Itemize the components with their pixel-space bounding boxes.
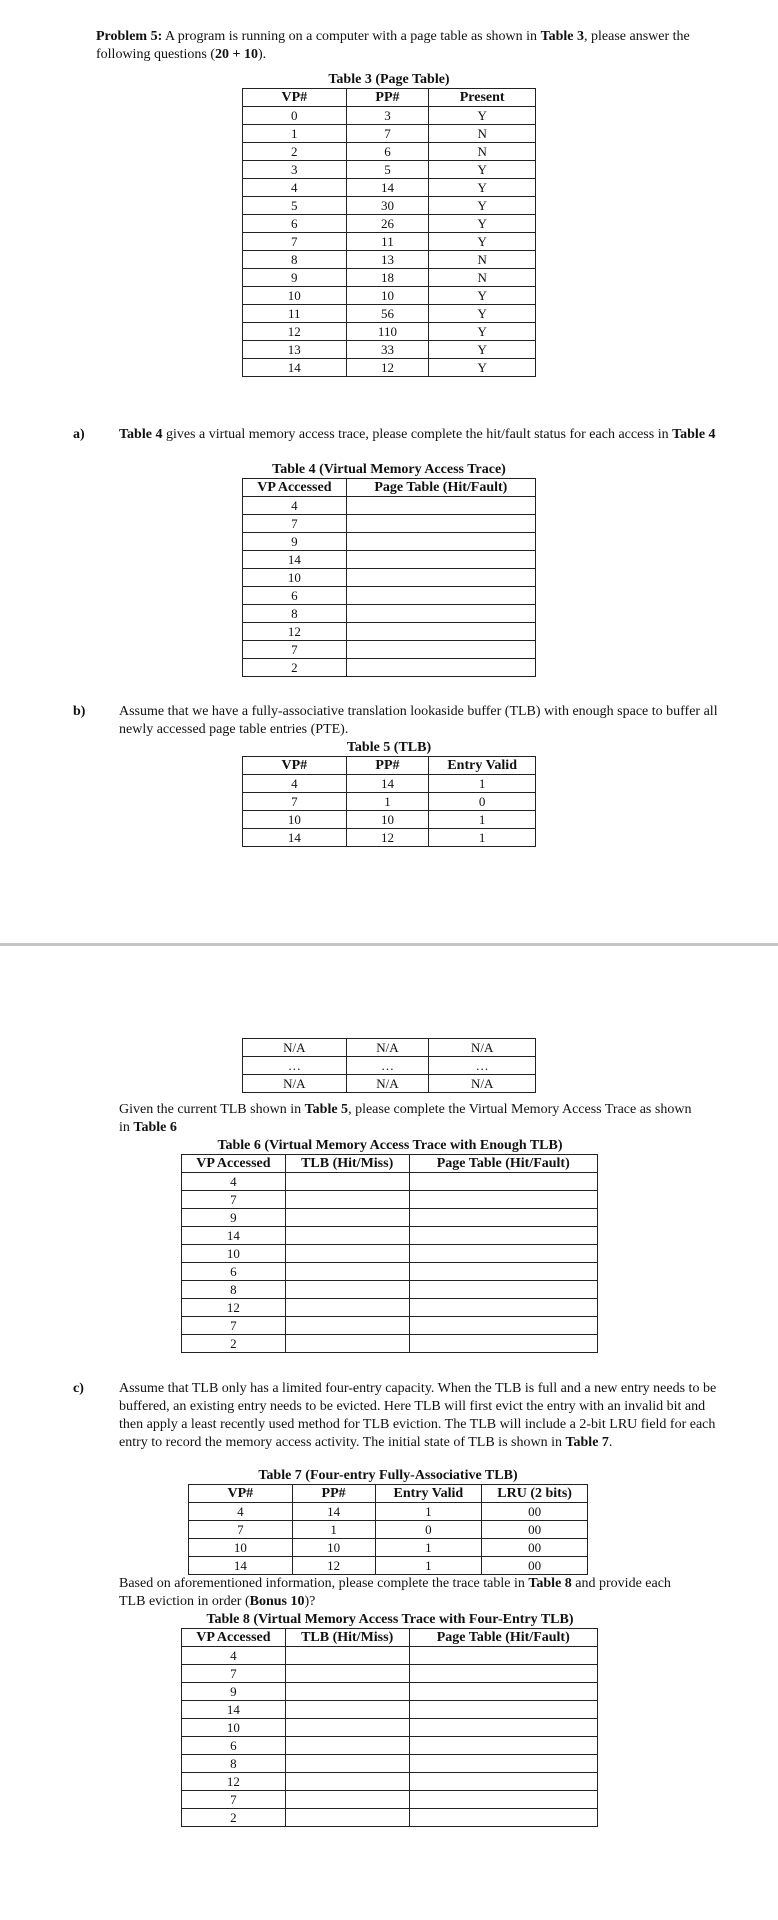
pp-cell: 30 xyxy=(346,197,429,215)
part-b-body: Assume that we have a fully-associative translation lookaside buffer (TLB) with enough space to buffer all newly accessed page table entries (PTE). xyxy=(119,704,718,737)
vp-accessed-cell: 2 xyxy=(182,1335,286,1353)
present-cell: Y xyxy=(429,197,536,215)
page-table-answer-cell[interactable] xyxy=(409,1737,597,1755)
table-ref: Table 4 xyxy=(672,427,716,442)
part-c-text xyxy=(73,1380,719,1452)
tlb-answer-cell[interactable] xyxy=(285,1665,409,1683)
pp-cell: 56 xyxy=(346,305,429,323)
present-cell: Y xyxy=(429,359,536,377)
table8-header-page-table: Page Table (Hit/Fault) xyxy=(409,1629,597,1647)
vp-cell: 14 xyxy=(189,1557,293,1575)
page-table-answer-cell[interactable] xyxy=(346,659,535,677)
vp-cell: 7 xyxy=(189,1521,293,1539)
table-row xyxy=(243,1057,536,1075)
pp-cell: N/A xyxy=(346,1075,429,1093)
pp-cell: 6 xyxy=(346,143,429,161)
page-table-answer-cell[interactable] xyxy=(409,1191,597,1209)
table7-header-entry-valid: Entry Valid xyxy=(375,1485,482,1503)
vp-accessed-cell: 8 xyxy=(182,1755,286,1773)
entry-valid-cell: 0 xyxy=(429,793,536,811)
tlb-answer-cell[interactable] xyxy=(285,1209,409,1227)
table-row xyxy=(182,1737,598,1755)
document-page-1 xyxy=(0,0,778,945)
pp-cell: 10 xyxy=(346,287,429,305)
table5-caption: Table 5 (TLB) xyxy=(346,740,432,755)
tlb-answer-cell[interactable] xyxy=(285,1773,409,1791)
tlb-answer-cell[interactable] xyxy=(285,1263,409,1281)
table-row xyxy=(243,793,536,811)
vp-accessed-cell: 14 xyxy=(182,1701,286,1719)
lru-cell: 00 xyxy=(482,1521,588,1539)
table6-header-vp-accessed: VP Accessed xyxy=(182,1155,286,1173)
lru-cell: 00 xyxy=(482,1557,588,1575)
pp-cell: 10 xyxy=(346,811,429,829)
table-ref: Table 5 xyxy=(304,1102,349,1117)
table-row xyxy=(243,659,536,677)
present-cell: N xyxy=(429,269,536,287)
table-ref: Table 7 xyxy=(565,1435,609,1450)
pp-cell: 26 xyxy=(346,215,429,233)
tlb-answer-cell[interactable] xyxy=(285,1809,409,1827)
table-row xyxy=(243,775,536,793)
page-table-answer-cell[interactable] xyxy=(409,1173,597,1191)
pp-cell: 10 xyxy=(292,1539,375,1557)
part-c-body: and provide each TLB eviction in order ( xyxy=(119,1576,671,1609)
table8-body xyxy=(182,1647,598,1827)
vp-accessed-cell: 14 xyxy=(182,1227,286,1245)
vp-cell: 3 xyxy=(243,161,347,179)
table3-body xyxy=(243,107,536,377)
vp-accessed-cell: 4 xyxy=(182,1173,286,1191)
problem-statement xyxy=(96,28,696,64)
page-table-answer-cell[interactable] xyxy=(409,1719,597,1737)
table-row xyxy=(182,1173,598,1191)
page-table-answer-cell[interactable] xyxy=(409,1299,597,1317)
vp-cell: 14 xyxy=(243,359,347,377)
vp-accessed-cell: 14 xyxy=(243,551,347,569)
table-row xyxy=(182,1191,598,1209)
table8-caption: Table 8 (Virtual Memory Access Trace with Four-Entry TLB) xyxy=(206,1612,574,1627)
table5-tlb xyxy=(242,756,536,847)
present-cell: Y xyxy=(429,287,536,305)
table-row xyxy=(182,1647,598,1665)
pp-cell: 13 xyxy=(346,251,429,269)
table-row xyxy=(182,1263,598,1281)
page-table-answer-cell[interactable] xyxy=(346,551,535,569)
page-table-answer-cell[interactable] xyxy=(409,1791,597,1809)
part-a-marker: a) xyxy=(73,427,85,442)
page-table-answer-cell[interactable] xyxy=(346,587,535,605)
page-table-answer-cell[interactable] xyxy=(409,1647,597,1665)
present-cell: N xyxy=(429,251,536,269)
vp-cell: 6 xyxy=(243,215,347,233)
tlb-answer-cell[interactable] xyxy=(285,1719,409,1737)
table-row xyxy=(182,1245,598,1263)
table6-body xyxy=(182,1173,598,1353)
table-ref: Table 4 xyxy=(119,427,163,442)
page-table-answer-cell[interactable] xyxy=(409,1281,597,1299)
table-ref: Table 6 xyxy=(133,1120,177,1135)
vp-accessed-cell: 9 xyxy=(243,533,347,551)
part-c-body: )? xyxy=(304,1594,316,1609)
tlb-answer-cell[interactable] xyxy=(285,1647,409,1665)
vp-cell: … xyxy=(243,1057,347,1075)
table-row xyxy=(243,323,536,341)
tlb-answer-cell[interactable] xyxy=(285,1701,409,1719)
entry-valid-cell: N/A xyxy=(429,1075,536,1093)
entry-valid-cell: 1 xyxy=(429,775,536,793)
vp-accessed-cell: 8 xyxy=(243,605,347,623)
vp-accessed-cell: 10 xyxy=(243,569,347,587)
part-a-body: gives a virtual memory access trace, please complete the hit/fault status for each access in xyxy=(162,427,673,442)
present-cell: Y xyxy=(429,161,536,179)
pp-cell: 12 xyxy=(346,359,429,377)
problem-text: , please answer the following questions ( xyxy=(96,29,690,62)
table-ref: Table 8 xyxy=(528,1576,572,1591)
table-row xyxy=(189,1521,588,1539)
table-row xyxy=(243,587,536,605)
vp-cell: 12 xyxy=(243,323,347,341)
table3-page-table xyxy=(242,88,536,377)
present-cell: Y xyxy=(429,107,536,125)
vp-accessed-cell: 2 xyxy=(243,659,347,677)
table-row xyxy=(182,1755,598,1773)
table5-header-entry-valid: Entry Valid xyxy=(429,757,536,775)
table3-header-present: Present xyxy=(429,89,536,107)
table-row xyxy=(182,1227,598,1245)
lru-cell: 00 xyxy=(482,1503,588,1521)
table7-four-entry-tlb xyxy=(188,1484,588,1575)
table-row xyxy=(189,1503,588,1521)
table-row xyxy=(182,1719,598,1737)
vp-accessed-cell: 7 xyxy=(243,515,347,533)
table-row xyxy=(243,1039,536,1057)
present-cell: Y xyxy=(429,305,536,323)
entry-valid-cell: 0 xyxy=(375,1521,482,1539)
pp-cell: 3 xyxy=(346,107,429,125)
tlb-answer-cell[interactable] xyxy=(285,1737,409,1755)
table-row xyxy=(243,215,536,233)
table-row xyxy=(182,1665,598,1683)
vp-cell: 4 xyxy=(189,1503,293,1521)
table8-header-vp-accessed: VP Accessed xyxy=(182,1629,286,1647)
table-row xyxy=(182,1317,598,1335)
vp-cell: 5 xyxy=(243,197,347,215)
table-ref: Table 3 xyxy=(540,29,585,44)
table-row xyxy=(243,197,536,215)
part-b-marker: b) xyxy=(73,704,86,719)
page-table-answer-cell[interactable] xyxy=(409,1209,597,1227)
part-a-text xyxy=(73,426,719,444)
tlb-answer-cell[interactable] xyxy=(285,1791,409,1809)
present-cell: Y xyxy=(429,233,536,251)
vp-cell: N/A xyxy=(243,1075,347,1093)
vp-accessed-cell: 9 xyxy=(182,1209,286,1227)
entry-valid-cell: 1 xyxy=(375,1557,482,1575)
tlb-answer-cell[interactable] xyxy=(285,1755,409,1773)
part-b-instruction xyxy=(119,1101,699,1137)
present-cell: Y xyxy=(429,323,536,341)
present-cell: N xyxy=(429,125,536,143)
table5-header-pp: PP# xyxy=(346,757,429,775)
page-table-answer-cell[interactable] xyxy=(409,1755,597,1773)
bonus-points: Bonus 10 xyxy=(249,1594,305,1609)
pp-cell: 11 xyxy=(346,233,429,251)
pp-cell: 1 xyxy=(292,1521,375,1539)
table6-caption: Table 6 (Virtual Memory Access Trace with Enough TLB) xyxy=(217,1138,563,1153)
vp-cell: 10 xyxy=(189,1539,293,1557)
vp-cell: 7 xyxy=(243,233,347,251)
table-row xyxy=(243,287,536,305)
table3-caption: Table 3 (Page Table) xyxy=(328,72,450,87)
entry-valid-cell: N/A xyxy=(429,1039,536,1057)
table6-trace-enough-tlb xyxy=(181,1154,598,1353)
problem-text: A program is running on a computer with a page table as shown in xyxy=(162,29,541,44)
table-row xyxy=(243,811,536,829)
page-table-answer-cell[interactable] xyxy=(409,1683,597,1701)
table8-header-tlb: TLB (Hit/Miss) xyxy=(285,1629,409,1647)
entry-valid-cell: … xyxy=(429,1057,536,1075)
vp-accessed-cell: 6 xyxy=(182,1737,286,1755)
page-table-answer-cell[interactable] xyxy=(346,497,535,515)
vp-accessed-cell: 8 xyxy=(182,1281,286,1299)
tlb-answer-cell[interactable] xyxy=(285,1191,409,1209)
table-row xyxy=(243,569,536,587)
problem-label: Problem 5: xyxy=(96,29,163,44)
document-page-2 xyxy=(0,946,778,1920)
tlb-answer-cell[interactable] xyxy=(285,1227,409,1245)
page-table-answer-cell[interactable] xyxy=(346,605,535,623)
table-row xyxy=(243,497,536,515)
vp-cell: 4 xyxy=(243,775,347,793)
table7-header-lru: LRU (2 bits) xyxy=(482,1485,588,1503)
table7-body xyxy=(189,1503,588,1575)
present-cell: Y xyxy=(429,179,536,197)
vp-accessed-cell: 7 xyxy=(243,641,347,659)
table-row xyxy=(243,829,536,847)
part-c-marker: c) xyxy=(73,1381,84,1396)
table-row xyxy=(243,305,536,323)
table-row xyxy=(243,143,536,161)
table-row xyxy=(182,1701,598,1719)
vp-accessed-cell: 2 xyxy=(182,1809,286,1827)
pp-cell: 33 xyxy=(346,341,429,359)
page-table-answer-cell[interactable] xyxy=(409,1665,597,1683)
table4-body xyxy=(243,497,536,677)
page-table-answer-cell[interactable] xyxy=(409,1701,597,1719)
table-row xyxy=(243,107,536,125)
vp-cell: 4 xyxy=(243,179,347,197)
table-row xyxy=(243,269,536,287)
table-row xyxy=(243,233,536,251)
table-row xyxy=(243,551,536,569)
table7-caption: Table 7 (Four-entry Fully-Associative TLB) xyxy=(258,1468,518,1483)
table3-header-vp: VP# xyxy=(243,89,347,107)
tlb-answer-cell[interactable] xyxy=(285,1683,409,1701)
vp-cell: 14 xyxy=(243,829,347,847)
pp-cell: 5 xyxy=(346,161,429,179)
table7-header-pp: PP# xyxy=(292,1485,375,1503)
table5-header-vp: VP# xyxy=(243,757,347,775)
table3-header-pp: PP# xyxy=(346,89,429,107)
vp-accessed-cell: 7 xyxy=(182,1665,286,1683)
table5-continued xyxy=(242,1038,536,1093)
table-row xyxy=(243,161,536,179)
tlb-answer-cell[interactable] xyxy=(285,1317,409,1335)
table-row xyxy=(182,1791,598,1809)
vp-cell: 8 xyxy=(243,251,347,269)
vp-cell: 0 xyxy=(243,107,347,125)
page-table-answer-cell[interactable] xyxy=(409,1335,597,1353)
vp-accessed-cell: 6 xyxy=(182,1263,286,1281)
vp-accessed-cell: 7 xyxy=(182,1791,286,1809)
vp-accessed-cell: 9 xyxy=(182,1683,286,1701)
page-table-answer-cell[interactable] xyxy=(346,623,535,641)
page-table-answer-cell[interactable] xyxy=(409,1773,597,1791)
table6-header-tlb: TLB (Hit/Miss) xyxy=(285,1155,409,1173)
page-table-answer-cell[interactable] xyxy=(346,533,535,551)
page-table-answer-cell[interactable] xyxy=(409,1245,597,1263)
table8-trace-four-entry-tlb xyxy=(181,1628,598,1827)
tlb-answer-cell[interactable] xyxy=(285,1335,409,1353)
table5-continued-body xyxy=(243,1039,536,1093)
vp-accessed-cell: 12 xyxy=(243,623,347,641)
vp-cell: 10 xyxy=(243,287,347,305)
vp-cell: 13 xyxy=(243,341,347,359)
entry-valid-cell: 1 xyxy=(429,829,536,847)
table4-caption: Table 4 (Virtual Memory Access Trace) xyxy=(272,462,506,477)
pp-cell: 110 xyxy=(346,323,429,341)
table4-header-vp-accessed: VP Accessed xyxy=(243,479,347,497)
vp-accessed-cell: 4 xyxy=(243,497,347,515)
problem-text: ). xyxy=(257,47,267,62)
page-table-answer-cell[interactable] xyxy=(409,1263,597,1281)
page-table-answer-cell[interactable] xyxy=(346,641,535,659)
table-row xyxy=(182,1209,598,1227)
table-row xyxy=(182,1281,598,1299)
vp-cell: 2 xyxy=(243,143,347,161)
pp-cell: 12 xyxy=(292,1557,375,1575)
table-row xyxy=(243,179,536,197)
vp-accessed-cell: 7 xyxy=(182,1317,286,1335)
part-c-body: Assume that TLB only has a limited four-entry capacity. When the TLB is full and a new entry needs to be buffered, an existing entry needs to be evicted. Here TLB will first evict the entry with an invalid bit and then apply a least recently used method for TLB eviction. The TLB will include a 2-bit LRU field for each entry to record the memory access activity. The initial state of TLB is shown in xyxy=(119,1381,717,1450)
lru-cell: 00 xyxy=(482,1539,588,1557)
present-cell: Y xyxy=(429,215,536,233)
page-table-answer-cell[interactable] xyxy=(409,1227,597,1245)
part-c-body: . xyxy=(608,1435,613,1450)
table-row xyxy=(243,605,536,623)
pp-cell: 18 xyxy=(346,269,429,287)
table-row xyxy=(243,533,536,551)
pp-cell: N/A xyxy=(346,1039,429,1057)
part-b-body: , please complete the Virtual Memory Access Trace as shown in xyxy=(119,1102,692,1135)
table-row xyxy=(182,1683,598,1701)
vp-cell: 11 xyxy=(243,305,347,323)
vp-accessed-cell: 10 xyxy=(182,1719,286,1737)
page-table-answer-cell[interactable] xyxy=(409,1317,597,1335)
tlb-answer-cell[interactable] xyxy=(285,1299,409,1317)
entry-valid-cell: 1 xyxy=(429,811,536,829)
page-table-answer-cell[interactable] xyxy=(409,1809,597,1827)
table-row xyxy=(243,1075,536,1093)
vp-accessed-cell: 6 xyxy=(243,587,347,605)
vp-cell: 7 xyxy=(243,793,347,811)
table-row xyxy=(243,341,536,359)
table-row xyxy=(182,1335,598,1353)
part-b-body: Given the current TLB shown in xyxy=(119,1102,305,1117)
vp-accessed-cell: 12 xyxy=(182,1299,286,1317)
table-row xyxy=(243,251,536,269)
vp-accessed-cell: 10 xyxy=(182,1245,286,1263)
pp-cell: 14 xyxy=(292,1503,375,1521)
pp-cell: … xyxy=(346,1057,429,1075)
entry-valid-cell: 1 xyxy=(375,1539,482,1557)
present-cell: N xyxy=(429,143,536,161)
tlb-answer-cell[interactable] xyxy=(285,1281,409,1299)
tlb-answer-cell[interactable] xyxy=(285,1245,409,1263)
present-cell: Y xyxy=(429,341,536,359)
page-table-answer-cell[interactable] xyxy=(346,569,535,587)
table6-header-page-table: Page Table (Hit/Fault) xyxy=(409,1155,597,1173)
part-b-text xyxy=(73,703,719,739)
table7-header-vp: VP# xyxy=(189,1485,293,1503)
table-row xyxy=(189,1557,588,1575)
vp-cell: 1 xyxy=(243,125,347,143)
entry-valid-cell: 1 xyxy=(375,1503,482,1521)
vp-cell: N/A xyxy=(243,1039,347,1057)
vp-cell: 10 xyxy=(243,811,347,829)
table-row xyxy=(243,641,536,659)
tlb-answer-cell[interactable] xyxy=(285,1173,409,1191)
pp-cell: 1 xyxy=(346,793,429,811)
table-row xyxy=(182,1773,598,1791)
table-row xyxy=(243,359,536,377)
table-row xyxy=(243,125,536,143)
table-row xyxy=(182,1809,598,1827)
table-row xyxy=(182,1299,598,1317)
table-row xyxy=(243,515,536,533)
table4-header-page-table: Page Table (Hit/Fault) xyxy=(346,479,535,497)
page-table-answer-cell[interactable] xyxy=(346,515,535,533)
vp-accessed-cell: 12 xyxy=(182,1773,286,1791)
pp-cell: 14 xyxy=(346,179,429,197)
points: 20 + 10 xyxy=(215,47,258,62)
table-row xyxy=(189,1539,588,1557)
vp-accessed-cell: 4 xyxy=(182,1647,286,1665)
table5-body xyxy=(243,775,536,847)
part-c-instruction xyxy=(119,1575,679,1611)
vp-accessed-cell: 7 xyxy=(182,1191,286,1209)
part-c-body: Based on aforementioned information, please complete the trace table in xyxy=(119,1576,529,1591)
table4-access-trace xyxy=(242,478,536,677)
vp-cell: 9 xyxy=(243,269,347,287)
pp-cell: 12 xyxy=(346,829,429,847)
pp-cell: 14 xyxy=(346,775,429,793)
pp-cell: 7 xyxy=(346,125,429,143)
table-row xyxy=(243,623,536,641)
